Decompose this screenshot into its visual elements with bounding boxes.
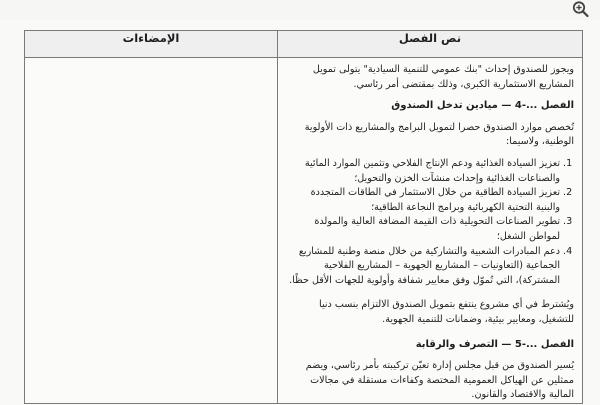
document-page [0, 20, 600, 405]
table-header-row [25, 31, 583, 58]
list-item: 1. تعزيز السيادة الغذائية ودعم الإنتاج الفلاحي وتثمين الموارد المائية والصناعات الغذائية وإحداث منشآت الخزن والتحويل؛ [288, 157, 560, 186]
chapter-table [24, 30, 583, 404]
intro-paragraph: ويجوز للصندوق إحداث "بنك عمومي للتنمية السيادية" يتولى تمويل المشاريع الاستثمارية الكبرى، وذلك بمقتضى أمر رئاسي. [312, 64, 574, 90]
list-item: 3. تطوير الصناعات التحويلية ذات القيمة المضافة العالية والمولدة لمواطن الشغل؛ [288, 215, 560, 244]
table-body-row [25, 58, 583, 404]
signatures-column-header: الإمضاءات [25, 31, 278, 58]
section5-text: يُسير الصندوق من قبل مجلس إدارة تعيّن تركيبته بأمر رئاسي، ويضم ممثلين عن الهياكل العمومية المختصة وكفاءات مستقلة في مجالات المالية والاقتصاد والقانون. [305, 360, 574, 401]
section4-condition: ويُشترط في أي مشروع ينتفع بتمويل الصندوق الالتزام بنسب دنيا للتشغيل، ومعايير بيئية، وضمانات للتنمية الجهوية. [319, 299, 574, 325]
list-item: 4. دعم المبادرات الشعبية والتشاركية من خلال منصة وطنية للمشاريع الجماعية (التعاونيات – المشاريع الجهوية – المشاريع الفلاحية المشتركة)، التي تُموّل وفق معايير شفافة وأولوية للجهات الأقل حظًا. [288, 245, 560, 289]
list-item: 2. تعزيز السيادة الطاقية من خلال الاستثمار في الطاقات المتجددة والبنية التحتية الكهربائية وبرامج النجاعة الطاقية؛ [288, 186, 560, 215]
section5-heading: الفصل ...-5 — التصرف والرقابة [415, 338, 574, 350]
section4-lead: تُخصص موارد الصندوق حصرا لتمويل البرامج والمشاريع ذات الأولوية الوطنية، ولاسيما: [304, 121, 574, 148]
chapter-text-cell [278, 58, 583, 404]
zoom-in-icon[interactable] [570, 0, 592, 18]
section4-heading: الفصل ...-4 — ميادين تدخل الصندوق [391, 100, 574, 112]
signatures-cell [25, 58, 278, 404]
priority-list [288, 157, 574, 288]
text-column-header: نص الفصل [278, 31, 583, 58]
